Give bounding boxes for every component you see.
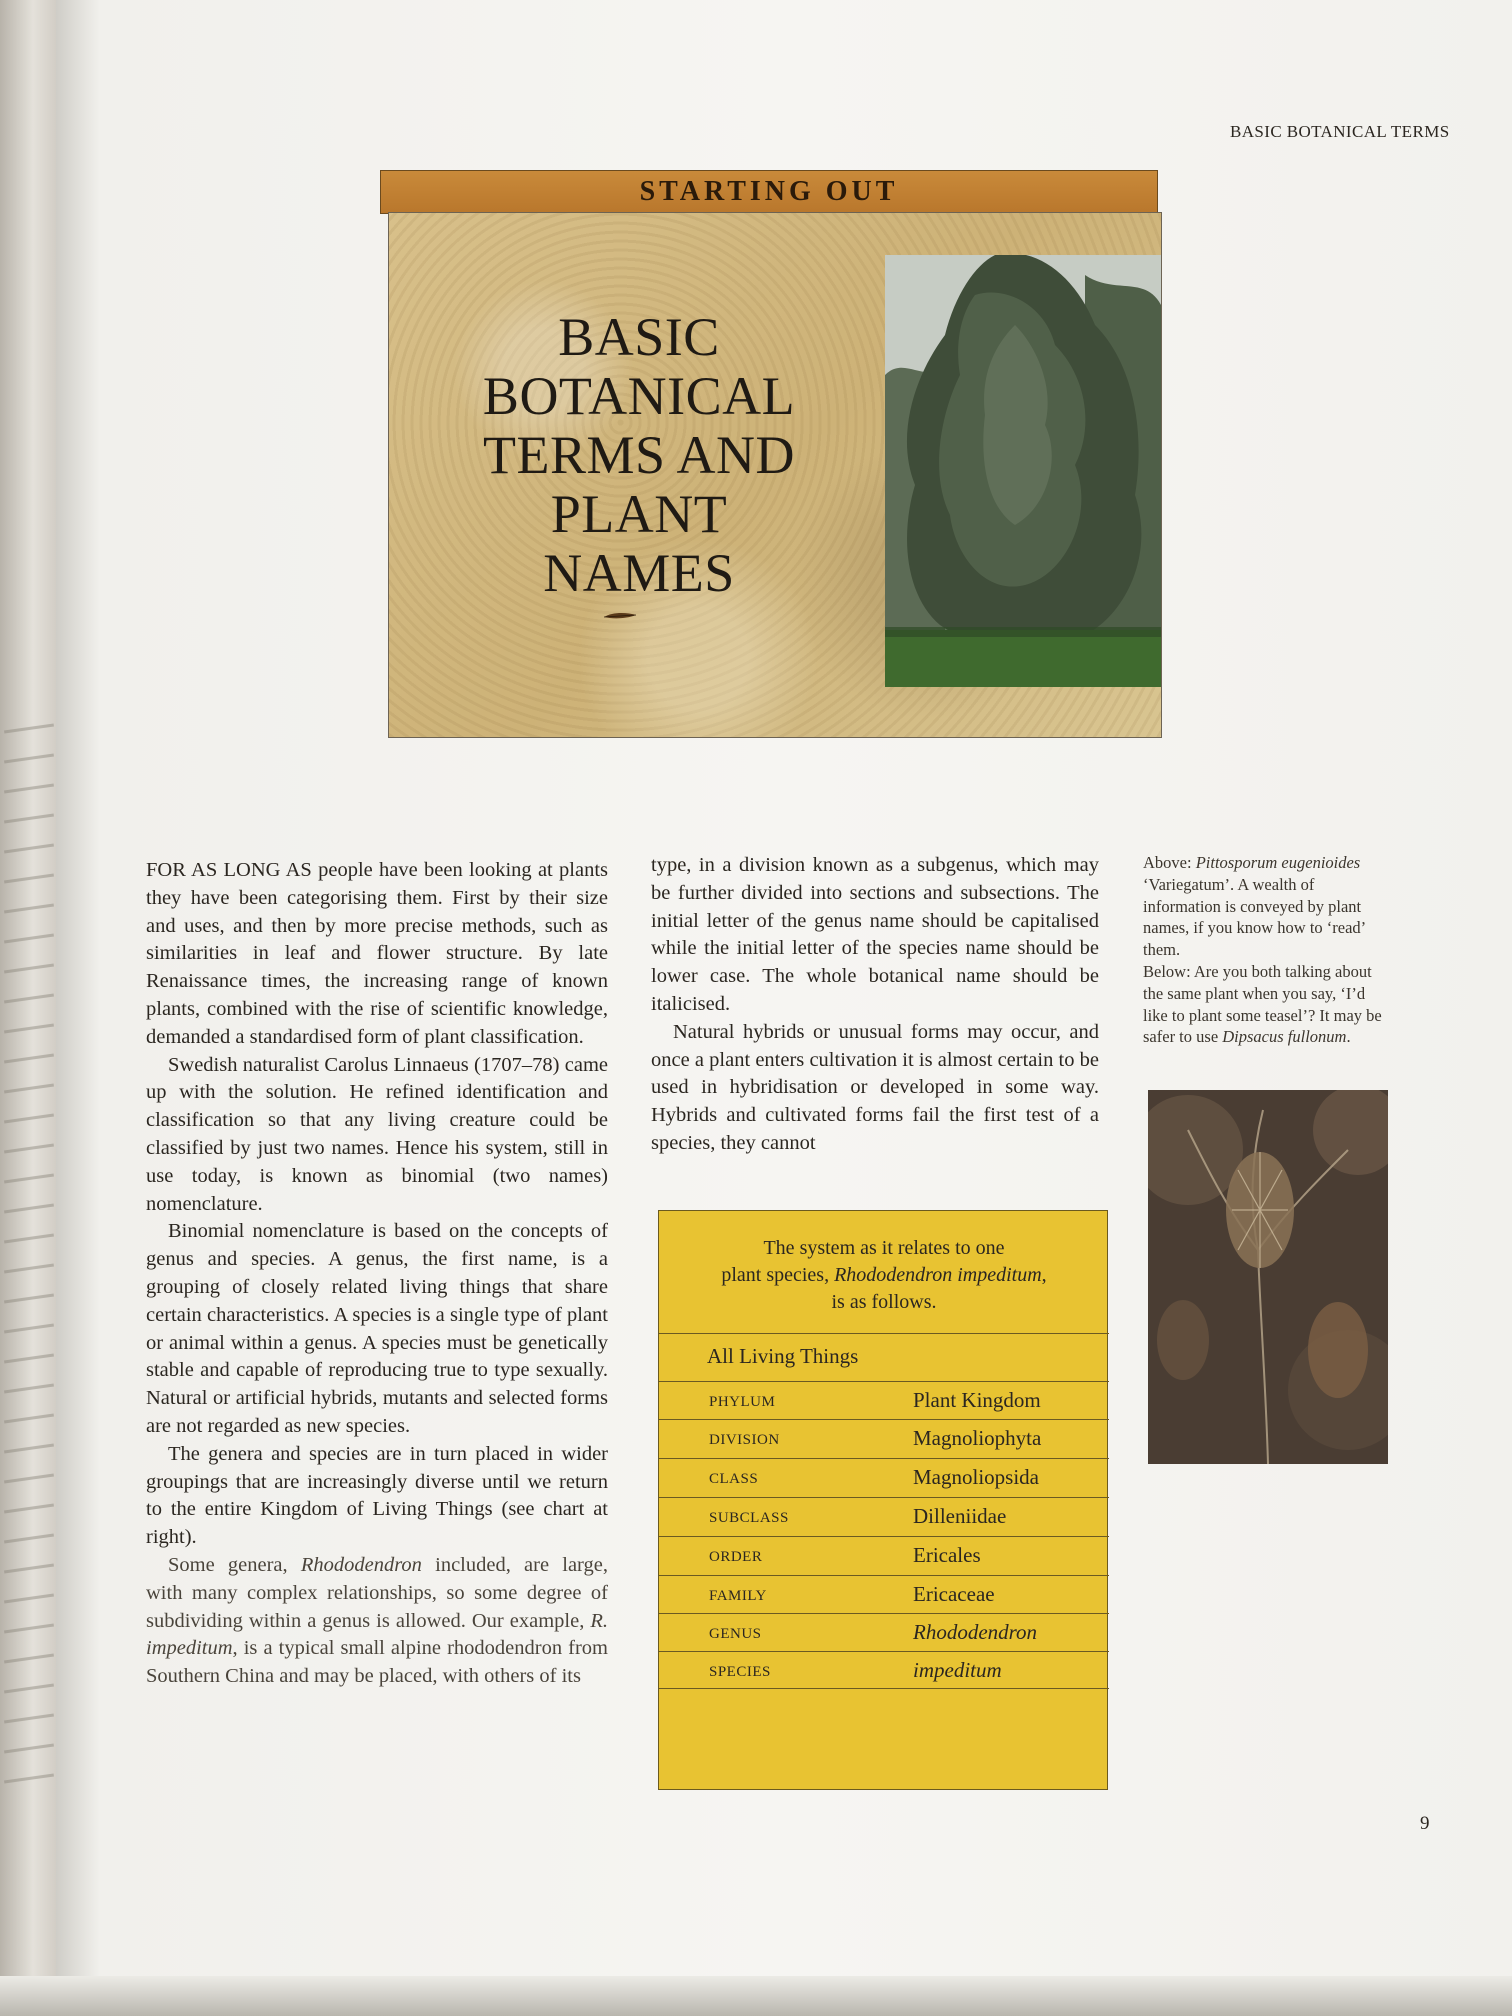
paragraph-text: included, are large, with many complex relationships, so some degree of subdividing within a genus is allowed. Our example,	[146, 1553, 608, 1632]
chart-intro-line: is as follows.	[831, 1291, 937, 1313]
tree-photo	[885, 255, 1161, 687]
rank-value: Dilleniidae	[913, 1504, 1007, 1528]
rank-value: Magnoliophyta	[913, 1426, 1042, 1450]
rank-label: FAMILY	[709, 1588, 767, 1604]
caption-above	[1143, 852, 1388, 961]
running-head: BASIC BOTANICAL TERMS	[1230, 122, 1450, 141]
rank-value: impeditum	[913, 1658, 1002, 1682]
chart-row	[659, 1458, 1109, 1496]
body-column-1	[146, 857, 608, 1691]
lead-in-caps: FOR AS LONG AS	[146, 859, 312, 881]
chart-intro	[659, 1235, 1109, 1316]
leaf-ornament-icon	[602, 611, 638, 621]
paragraph: Natural hybrids or unusual forms may occur, and once a plant enters cultivation it is almost certain to be used in hybridisation or developed in some way. Hybrids and cultivated forms fail the first test of a species, they cannot	[651, 1020, 1099, 1154]
chapter-title	[439, 308, 839, 603]
plant-name: Pittosporum eugenioides	[1195, 853, 1361, 872]
rank-label: SUBCLASS	[709, 1510, 789, 1526]
rank-label: PHYLUM	[709, 1394, 776, 1410]
paragraph: Binomial nomenclature is based on the concepts of genus and species. A genus, the first name, is a grouping of closely related living things that share certain characteristics. A species is a single type of plant or animal within a genus. A species must be genetically stable and capable of reproducing true to type sexually. Natural or artificial hybrids, mutants and selected forms are not regarded as new species.	[146, 1220, 608, 1437]
paragraph	[146, 1552, 608, 1691]
chart-row	[659, 1651, 1109, 1689]
rank-label: DIVISION	[709, 1432, 780, 1448]
paragraph-text: , is a typical small alpine rhododendron from Southern China and may be placed, with others of its	[146, 1637, 608, 1688]
chart-intro-text: plant species,	[721, 1264, 835, 1286]
paragraph-text: Some genera,	[168, 1553, 301, 1576]
chart-row	[659, 1575, 1109, 1613]
caption-text: ‘Variegatum’. A wealth of information is conveyed by plant names, if you know how to ‘read’ them.	[1143, 874, 1365, 960]
paragraph: The genera and species are in turn placed in wider groupings that are increasingly diverse until we return to the entire Kingdom of Living Things (see chart at right).	[146, 1442, 608, 1549]
title-panel	[388, 212, 1162, 738]
title-line: TERMS AND	[482, 425, 796, 485]
teasel-photo	[1148, 1090, 1388, 1464]
paragraph	[146, 857, 608, 1052]
genus-name: Rhododendron	[300, 1553, 422, 1576]
chart-row	[659, 1381, 1109, 1419]
title-line: PLANT	[550, 484, 728, 544]
chart-top-label: All Living Things	[707, 1344, 859, 1368]
chart-top-level	[659, 1333, 1109, 1376]
rank-value: Ericaceae	[913, 1582, 995, 1606]
chart-intro-line	[659, 1262, 1109, 1289]
rank-value: Ericales	[913, 1543, 981, 1567]
title-line: NAMES	[543, 543, 735, 603]
chart-row	[659, 1536, 1109, 1574]
chart-row	[659, 1419, 1109, 1457]
rank-label: SPECIES	[709, 1664, 771, 1680]
rank-label: GENUS	[709, 1626, 762, 1642]
species-name: Rhododendron impeditum	[834, 1264, 1042, 1286]
classification-chart	[658, 1210, 1108, 1790]
chart-row	[659, 1497, 1109, 1535]
caption-text: Below: Are you both talking about the same plant when you say, ‘I’d like to plant some teasel’? It may be safer to use	[1143, 961, 1382, 1047]
title-line: BOTANICAL	[482, 366, 796, 426]
body-column-2	[651, 852, 1099, 1158]
page-bottom-edge	[0, 1976, 1512, 2016]
caption-below	[1143, 961, 1388, 1048]
rank-value: Rhododendron	[913, 1620, 1038, 1644]
rank-label: ORDER	[709, 1549, 763, 1565]
banner-label: STARTING OUT	[639, 176, 899, 207]
paragraph-text: people have been looking at plants they have been categorising them. First by their size and uses, and then by more precise methods, such as similarities in leaf and flower structure. By late Renaissance times, the increasing range of known plants, combined with the rise of scientific knowledge, demanded a standardised form of plant classification.	[146, 859, 608, 1048]
species-name: R. impeditum	[146, 1609, 608, 1660]
page-number: 9	[1420, 1813, 1430, 1834]
caption-text: .	[1346, 1027, 1351, 1047]
photo-caption	[1143, 852, 1388, 1048]
paragraph: type, in a division known as a subgenus, which may be further divided into sections and subsections. The initial letter of the genus name should be capitalised while the initial letter of the species name should be lower case. The whole botanical name should be italicised.	[651, 854, 1099, 1015]
section-banner	[380, 170, 1158, 214]
chart-intro-text: ,	[1041, 1264, 1047, 1286]
rank-label: CLASS	[709, 1471, 759, 1487]
paragraph: Swedish naturalist Carolus Linnaeus (1707–78) came up with the solution. He refined identification and classification so that any living creature could be classified by just two names. Hence his system, still in use today, is known as binomial (two names) nomenclature.	[146, 1053, 608, 1215]
chart-row	[659, 1613, 1109, 1651]
plant-name: Dipsacus fullonum	[1222, 1027, 1347, 1047]
chart-intro-line: The system as it relates to one	[763, 1237, 1005, 1259]
left-page-edge-text	[0, 700, 60, 1900]
title-line: BASIC	[558, 307, 720, 367]
rank-value: Plant Kingdom	[913, 1388, 1041, 1412]
rank-value: Magnoliopsida	[913, 1465, 1039, 1489]
caption-text: Above:	[1143, 853, 1196, 872]
